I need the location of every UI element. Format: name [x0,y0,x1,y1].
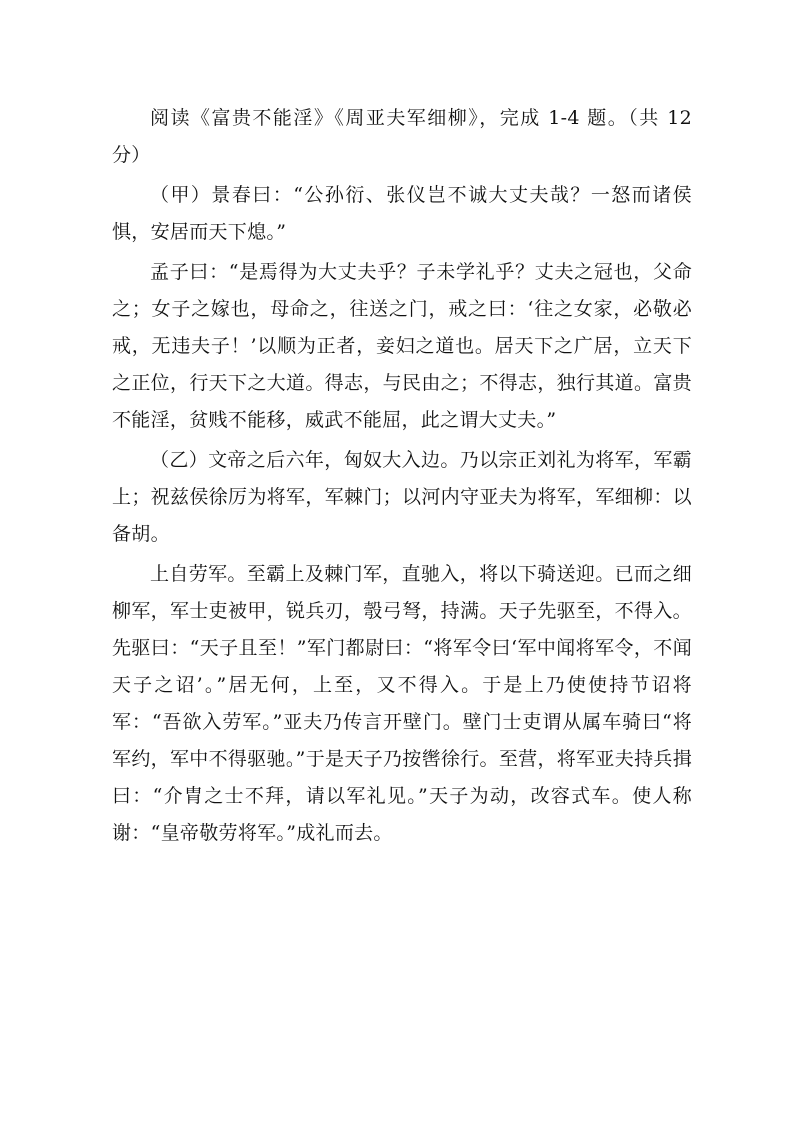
document-body [112,100,692,852]
passage-yi-paragraph-1: （乙）文帝之后六年，匈奴大入边。乃以宗正刘礼为将军，军霸上；祝兹侯徐厉为将军，军棘门；以河内守亚夫为将军，军细柳：以备胡。 [112,449,692,545]
passage-yi-paragraph-2: 上自劳军。至霸上及棘门军，直驰入，将以下骑送迎。已而之细柳军，军士吏被甲，锐兵刃，彀弓弩，持满。天子先驱至，不得入。先驱曰：“天子且至！”军门都尉曰：“将军令曰‘军中闻将军令，不闻天子之诏’。”居无何，上至，又不得入。于是上乃使使持节诏将军：“吾欲入劳军。”亚夫乃传言开壁门。壁门士吏谓从属车骑曰“将军约，军中不得驱驰。”于是天子乃按辔徐行。至营，将军亚夫持兵揖曰：“介胄之士不拜，请以军礼见。”天子为动，改容式车。使人称谢：“皇帝敬劳将军。”成礼而去。 [112,563,692,844]
passage-jia-paragraph-2: 孟子曰：“是焉得为大丈夫乎？子未学礼乎？丈夫之冠也，父命之；女子之嫁也，母命之，往送之门，戒之曰：‘往之女家，必敬必戒，无违夫子！’以顺为正者，妾妇之道也。居天下之广居，立天下之正位，行天下之大道。得志，与民由之；不得志，独行其道。富贵不能淫，贫贱不能移，威武不能屈，此之谓大丈夫。” [112,261,692,431]
passage-jia-paragraph-1: （甲）景春曰：“公孙衍、张仪岂不诚大丈夫哉？一怒而诸侯惧，安居而天下熄。” [112,184,692,243]
question-intro: 阅读《富贵不能淫》《周亚夫军细柳》，完成 1-4 题。（共 12 分） [112,107,692,166]
